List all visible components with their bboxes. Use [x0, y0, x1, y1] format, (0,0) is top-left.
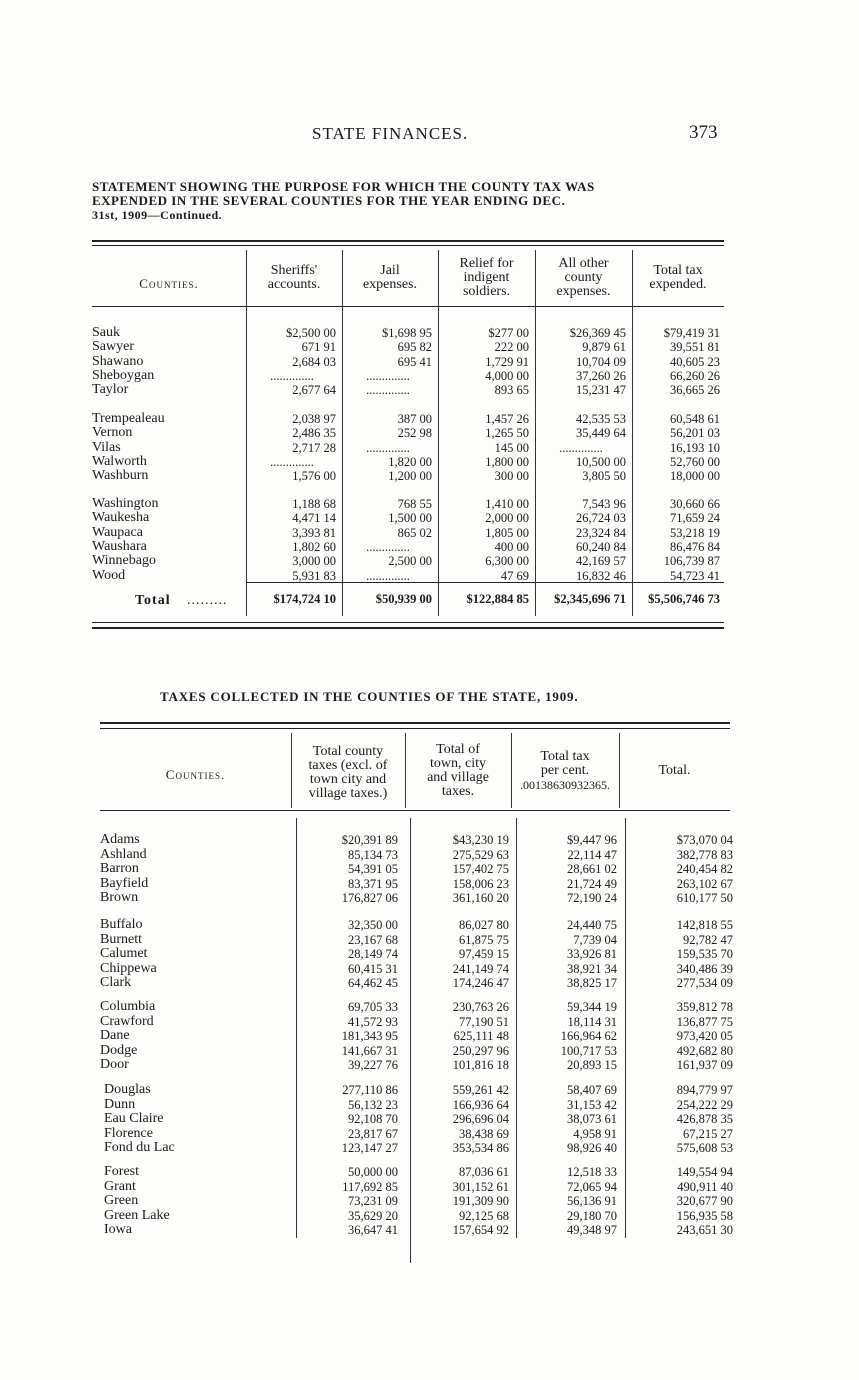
cell-total: 490,911 40: [677, 1179, 733, 1194]
cell-total: 66,260 26: [670, 368, 720, 383]
cell-percent_tax: 12,518 33: [567, 1165, 617, 1179]
header-line: Total of: [436, 742, 480, 757]
cell-sheriffs: 2,486 35: [292, 426, 336, 441]
cell-relief: 4,000 00: [485, 368, 529, 383]
county-name: Sawyer: [92, 340, 134, 355]
county-name: Crawford: [100, 1013, 154, 1029]
cell-other: 42,169 57: [576, 554, 626, 569]
cell-total: 359,812 78: [676, 1000, 733, 1014]
table1-col-divider: [438, 250, 439, 616]
county-name: Waupaca: [92, 525, 143, 540]
cell-relief: 222 00: [494, 340, 529, 355]
county-name: Walworth: [92, 454, 147, 469]
county-name: Barron: [100, 861, 139, 876]
cell-county_taxes: 54,391 05: [348, 862, 398, 876]
cell-total: 54,723 41: [670, 568, 720, 583]
table2-col-divider: [296, 818, 297, 1238]
cell-sheriffs: 2,038 97: [292, 412, 336, 426]
cell-county_taxes: 73,231 09: [348, 1194, 398, 1208]
table1-bottom-rule: [92, 622, 724, 623]
header-line: expenses.: [556, 284, 611, 299]
cell-total: 610,177 50: [676, 891, 733, 905]
cell-other: 7,543 96: [582, 497, 626, 511]
cell-total: 340,486 39: [676, 961, 733, 976]
cell-county_taxes: 181,343 95: [341, 1029, 398, 1043]
cell-sheriffs: 2,717 28: [292, 440, 336, 455]
cell-total: 894,779 97: [676, 1083, 733, 1097]
cell-county_taxes: 36,647 41: [348, 1223, 398, 1237]
cell-percent_tax: 72,190 24: [567, 891, 617, 905]
header-line: Total county: [312, 744, 384, 759]
header-line: taxes (excl. of: [308, 758, 388, 773]
table1-header-jail: [342, 264, 438, 292]
cell-sheriffs: 2,684 03: [292, 354, 336, 369]
county-name: Burnett: [100, 931, 142, 947]
table1-total-other: $2,345,696 71: [554, 592, 626, 606]
header-line: county: [564, 270, 603, 285]
county-name: Grant: [104, 1178, 136, 1194]
header-line: Jail: [380, 263, 400, 278]
cell-town_taxes: 230,763 26: [452, 1000, 509, 1014]
table2-col-divider: [516, 818, 517, 1238]
cell-sheriffs: 4,471 14: [292, 511, 336, 526]
table1-total-relief: $122,884 85: [466, 592, 529, 606]
cell-jail: 865 02: [397, 525, 432, 540]
cell-jail: 1,500 00: [388, 511, 432, 526]
county-name: Sauk: [92, 326, 120, 340]
cell-relief: 6,300 00: [485, 554, 529, 569]
cell-total: 575,608 53: [676, 1141, 733, 1155]
cell-relief: 1,805 00: [485, 525, 529, 540]
county-name: Dodge: [100, 1042, 138, 1058]
header-line: Sheriffs': [270, 263, 318, 278]
cell-county_taxes: 176,827 06: [341, 891, 398, 905]
county-name: Dunn: [104, 1096, 136, 1112]
table2-header-percent-tax: [511, 750, 619, 792]
cell-jail: 695 82: [397, 340, 432, 355]
cell-jail: 768 55: [397, 497, 432, 511]
cell-town_taxes: $43,230 19: [452, 833, 509, 847]
cell-percent_tax: 56,136 91: [567, 1194, 617, 1208]
cell-town_taxes: 174,246 47: [452, 976, 509, 990]
cell-county_taxes: 41,572 93: [348, 1014, 398, 1029]
cell-total: 40,605 23: [670, 354, 720, 369]
cell-county_taxes: 123,147 27: [341, 1141, 398, 1155]
table1-header-total: [632, 264, 724, 292]
county-name: Ashland: [100, 846, 147, 862]
cell-county_taxes: 23,167 68: [348, 932, 398, 947]
cell-town_taxes: 625,111 48: [453, 1029, 509, 1043]
cell-total: 254,222 29: [676, 1097, 733, 1112]
header-line: .00138630932365.: [520, 778, 610, 792]
cell-total: 56,201 03: [670, 426, 720, 441]
cell-total: 159,535 70: [676, 947, 733, 961]
cell-total: 243,651 30: [676, 1223, 733, 1237]
table1-title-line2: EXPENDED IN THE SEVERAL COUNTIES FOR THE YEAR ENDING DEC.: [92, 193, 566, 208]
cell-total: 161,937 09: [676, 1058, 733, 1072]
header-line: town, city: [430, 756, 486, 771]
cell-sheriffs: 3,000 00: [292, 554, 336, 569]
cell-jail: $1,698 95: [382, 326, 432, 340]
county-name: Waushara: [92, 539, 147, 554]
table2-title: TAXES COLLECTED IN THE COUNTIES OF THE STATE, 1909.: [160, 689, 579, 704]
cell-town_taxes: 101,816 18: [452, 1058, 509, 1072]
county-name: Green: [104, 1193, 139, 1208]
cell-percent_tax: 20,893 15: [567, 1058, 617, 1072]
cell-relief: 300 00: [494, 469, 529, 484]
cell-jail: 695 41: [397, 354, 432, 369]
cell-percent_tax: 49,348 97: [567, 1223, 617, 1237]
cell-jail: 1,200 00: [388, 469, 432, 484]
county-name: Waukesha: [92, 511, 150, 526]
cell-town_taxes: 92,125 68: [459, 1208, 509, 1223]
cell-town_taxes: 157,654 92: [452, 1223, 509, 1237]
cell-total: 106,739 87: [663, 554, 720, 569]
cell-percent_tax: 24,440 75: [567, 918, 617, 932]
table1-total-leader: .........: [187, 593, 228, 608]
county-name: Washington: [92, 497, 159, 511]
cell-percent_tax: 28,661 02: [567, 862, 617, 876]
empty-cell-leader: ..............: [270, 368, 314, 383]
cell-total: $79,419 31: [663, 326, 720, 340]
table1-title-line1: STATEMENT SHOWING THE PURPOSE FOR WHICH THE COUNTY TAX WAS: [92, 179, 595, 194]
county-name: Columbia: [100, 999, 156, 1014]
header-line: expended.: [649, 277, 707, 292]
county-name: Fond du Lac: [104, 1140, 175, 1155]
table1-total-total: $5,506,746 73: [648, 592, 720, 606]
county-name: Iowa: [104, 1222, 132, 1237]
cell-other: $26,369 45: [569, 326, 626, 340]
cell-town_taxes: 77,190 51: [459, 1014, 509, 1029]
cell-total: 320,677 90: [676, 1194, 733, 1208]
cell-county_taxes: 23,817 67: [348, 1126, 398, 1141]
cell-total: 149,554 94: [676, 1165, 733, 1179]
cell-county_taxes: 69,705 33: [348, 1000, 398, 1014]
table1-total-jail: $50,939 00: [375, 592, 432, 606]
cell-county_taxes: 277,110 86: [342, 1083, 398, 1097]
county-name: Bayfield: [100, 875, 149, 891]
page-number: 373: [689, 122, 718, 143]
cell-percent_tax: 166,964 62: [560, 1029, 617, 1043]
header-line: Total tax: [653, 263, 703, 278]
cell-relief: 47 69: [500, 568, 529, 583]
cell-county_taxes: 28,149 74: [348, 947, 398, 961]
header-line: accounts.: [267, 277, 321, 292]
cell-town_taxes: 157,402 75: [452, 862, 509, 876]
cell-percent_tax: 38,921 34: [567, 961, 617, 976]
cell-county_taxes: 35,629 20: [348, 1208, 398, 1223]
cell-total: 67,215 27: [683, 1126, 733, 1141]
cell-other: 9,879 61: [582, 340, 626, 355]
empty-cell-leader: ..............: [366, 539, 410, 554]
cell-total: 71,659 24: [670, 511, 720, 526]
county-name: Forest: [104, 1164, 139, 1179]
county-name: Buffalo: [100, 917, 143, 932]
cell-percent_tax: 59,344 19: [567, 1000, 617, 1014]
cell-county_taxes: 117,692 85: [342, 1179, 398, 1194]
table1-total-sheriffs: $174,724 10: [273, 592, 336, 606]
county-name: Sheboygan: [92, 368, 155, 383]
cell-total: 86,476 84: [670, 539, 720, 554]
county-name: Eau Claire: [104, 1111, 164, 1126]
cell-relief: 1,265 50: [485, 426, 529, 441]
cell-total: 52,760 00: [670, 454, 720, 469]
table1-top-rule: [92, 240, 724, 242]
cell-total: 263,102 67: [676, 876, 733, 891]
cell-other: 23,324 84: [576, 525, 626, 540]
cell-percent_tax: 38,825 17: [567, 976, 617, 990]
empty-cell-leader: ..............: [366, 568, 410, 583]
county-name: Shawano: [92, 354, 144, 369]
county-name: Florence: [104, 1125, 153, 1141]
county-name: Dane: [100, 1028, 130, 1043]
county-name: Clark: [100, 975, 132, 990]
cell-town_taxes: 191,309 90: [452, 1194, 509, 1208]
cell-percent_tax: 98,926 40: [567, 1141, 617, 1155]
empty-cell-leader: ..............: [366, 440, 410, 455]
cell-sheriffs: 1,188 68: [292, 497, 336, 511]
cell-jail: 1,820 00: [388, 454, 432, 469]
cell-other: 42,535 53: [576, 412, 626, 426]
cell-county_taxes: $20,391 89: [341, 833, 398, 847]
table1-header-counties: Counties.: [139, 276, 199, 291]
header-line: All other: [558, 256, 609, 271]
table2-col-divider: [410, 818, 411, 1263]
header-line: Total tax: [540, 749, 590, 764]
cell-percent_tax: 7,739 04: [573, 932, 617, 947]
cell-town_taxes: 241,149 74: [452, 961, 509, 976]
county-name: Calumet: [100, 946, 148, 961]
cell-total: 156,935 58: [676, 1208, 733, 1223]
cell-total: 18,000 00: [670, 469, 720, 484]
cell-percent_tax: 33,926 81: [567, 947, 617, 961]
cell-other: 26,724 03: [576, 511, 626, 526]
cell-county_taxes: 92,108 70: [348, 1112, 398, 1126]
county-name: Washburn: [92, 469, 149, 484]
county-name: Winnebago: [92, 554, 156, 569]
county-name: Trempealeau: [92, 412, 165, 426]
table2-header-county-taxes: [291, 745, 405, 801]
county-name: Chippewa: [100, 960, 157, 976]
cell-relief: 1,410 00: [485, 497, 529, 511]
cell-percent_tax: 58,407 69: [567, 1083, 617, 1097]
table1-header-relief: [438, 257, 535, 299]
cell-sheriffs: 1,802 60: [292, 539, 336, 554]
cell-percent_tax: 100,717 53: [560, 1043, 617, 1058]
county-name: Adams: [100, 832, 140, 847]
header-line: indigent: [463, 270, 510, 285]
cell-other: 60,240 84: [576, 539, 626, 554]
county-name: Green Lake: [104, 1207, 170, 1223]
cell-total: 53,218 19: [670, 525, 720, 540]
cell-total: 39,551 81: [670, 340, 720, 355]
cell-town_taxes: 86,027 80: [459, 918, 509, 932]
table2-header-town-taxes: [405, 743, 511, 799]
cell-town_taxes: 353,534 86: [452, 1141, 509, 1155]
cell-percent_tax: 38,073 61: [567, 1112, 617, 1126]
cell-relief: 400 00: [494, 539, 529, 554]
cell-percent_tax: 21,724 49: [567, 876, 617, 891]
table1-title: [92, 180, 732, 222]
empty-cell-leader: ..............: [270, 454, 314, 469]
cell-relief: 2,000 00: [485, 511, 529, 526]
table2-col-divider: [625, 818, 626, 1238]
cell-jail: 252 98: [397, 426, 432, 441]
header-line: expenses.: [362, 277, 418, 292]
cell-jail: 387 00: [397, 412, 432, 426]
cell-other: 16,832 46: [576, 568, 626, 583]
cell-total: 142,818 55: [676, 918, 733, 932]
cell-total: 16,193 10: [670, 440, 720, 455]
table1-bottom-rule-2: [92, 627, 724, 629]
cell-relief: 1,800 00: [485, 454, 529, 469]
empty-cell-leader: ..............: [366, 383, 410, 398]
cell-sheriffs: 671 91: [301, 340, 336, 355]
cell-town_taxes: 296,696 04: [452, 1112, 509, 1126]
cell-percent_tax: 72,065 94: [567, 1179, 617, 1194]
cell-county_taxes: 32,350 00: [348, 918, 398, 932]
table1-top-rule-2: [92, 245, 724, 246]
cell-county_taxes: 83,371 95: [348, 876, 398, 891]
cell-town_taxes: 38,438 69: [459, 1126, 509, 1141]
cell-town_taxes: 158,006 23: [452, 876, 509, 891]
cell-total: 240,454 82: [676, 862, 733, 876]
cell-percent_tax: $9,447 96: [567, 833, 617, 847]
cell-percent_tax: 18,114 31: [567, 1014, 617, 1029]
cell-county_taxes: 50,000 00: [348, 1165, 398, 1179]
cell-other: 15,231 47: [576, 383, 626, 398]
cell-relief: $277 00: [488, 326, 529, 340]
cell-other: 10,500 00: [576, 454, 626, 469]
cell-county_taxes: 56,132 23: [348, 1097, 398, 1112]
table1-title-line3: 31st, 1909—Continued.: [92, 208, 223, 222]
cell-county_taxes: 60,415 31: [348, 961, 398, 976]
cell-town_taxes: 166,936 64: [452, 1097, 509, 1112]
cell-county_taxes: 141,667 31: [341, 1043, 398, 1058]
header-line: Relief for: [459, 256, 514, 271]
county-name: Brown: [100, 890, 139, 905]
table2-header-rule: [100, 810, 730, 811]
cell-total: 973,420 05: [676, 1029, 733, 1043]
cell-percent_tax: 4,958 91: [573, 1126, 617, 1141]
cell-total: $73,070 04: [676, 833, 733, 847]
table2-top-rule: [100, 722, 730, 724]
county-name: Vilas: [92, 440, 121, 455]
cell-sheriffs: 5,931 83: [292, 568, 336, 583]
cell-other: 35,449 64: [576, 426, 626, 441]
county-name: Wood: [92, 568, 126, 583]
cell-other: 10,704 09: [576, 354, 626, 369]
running-head: STATE FINANCES.: [312, 124, 469, 143]
cell-other: 37,260 26: [576, 368, 626, 383]
cell-town_taxes: 87,036 61: [459, 1165, 509, 1179]
table1-col-divider: [342, 250, 343, 616]
cell-percent_tax: 29,180 70: [567, 1208, 617, 1223]
header-line: soldiers.: [462, 284, 511, 299]
cell-town_taxes: 301,152 61: [452, 1179, 509, 1194]
county-name: Taylor: [92, 383, 129, 398]
cell-total: 382,778 83: [676, 847, 733, 862]
cell-sheriffs: 2,677 64: [292, 383, 336, 398]
county-name: Door: [100, 1057, 129, 1072]
cell-relief: 145 00: [494, 440, 529, 455]
cell-total: 60,548 61: [670, 412, 720, 426]
header-line: town city and: [309, 772, 387, 787]
header-line: and village: [427, 770, 489, 785]
table1-total-label: Total: [135, 593, 171, 608]
table2-top-rule-2: [100, 728, 730, 729]
cell-relief: 1,729 91: [485, 354, 529, 369]
cell-percent_tax: 22,114 47: [567, 847, 617, 862]
cell-total: 492,682 80: [676, 1043, 733, 1058]
cell-relief: 893 65: [494, 383, 529, 398]
cell-county_taxes: 64,462 45: [348, 976, 398, 990]
cell-sheriffs: 3,393 81: [292, 525, 336, 540]
table2-header-counties: Counties.: [165, 767, 226, 782]
cell-county_taxes: 85,134 73: [348, 847, 398, 862]
county-name: Douglas: [104, 1082, 151, 1097]
cell-relief: 1,457 26: [485, 412, 529, 426]
cell-jail: 2,500 00: [388, 554, 432, 569]
table1-col-divider: [246, 250, 247, 616]
table1-header-rule: [92, 306, 724, 307]
table2-header-total: Total.: [658, 763, 691, 778]
cell-total: 92,782 47: [683, 932, 733, 947]
cell-town_taxes: 61,875 75: [459, 932, 509, 947]
cell-town_taxes: 559,261 42: [452, 1083, 509, 1097]
cell-county_taxes: 39,227 76: [348, 1058, 398, 1072]
cell-town_taxes: 250,297 96: [452, 1043, 509, 1058]
cell-total: 136,877 75: [676, 1014, 733, 1029]
empty-cell-leader: ..............: [366, 368, 410, 383]
cell-sheriffs: 1,576 00: [292, 469, 336, 484]
header-line: village taxes.): [308, 786, 388, 801]
cell-total: 30,660 66: [670, 497, 720, 511]
cell-total: 277,534 09: [676, 976, 733, 990]
cell-sheriffs: $2,500 00: [286, 326, 336, 340]
table1-header-other: [535, 257, 632, 299]
cell-total: 36,665 26: [670, 383, 720, 398]
cell-other: 3,805 50: [582, 469, 626, 484]
cell-percent_tax: 31,153 42: [567, 1097, 617, 1112]
cell-town_taxes: 361,160 20: [452, 891, 509, 905]
county-name: Vernon: [92, 426, 133, 441]
header-line: taxes.: [441, 784, 475, 799]
cell-total: 426,878 35: [676, 1112, 733, 1126]
cell-town_taxes: 97,459 15: [459, 947, 509, 961]
empty-cell-leader: ..............: [559, 440, 603, 455]
table1-header-sheriffs: [246, 264, 342, 292]
cell-town_taxes: 275,529 63: [452, 847, 509, 862]
header-line: per cent.: [540, 763, 590, 778]
